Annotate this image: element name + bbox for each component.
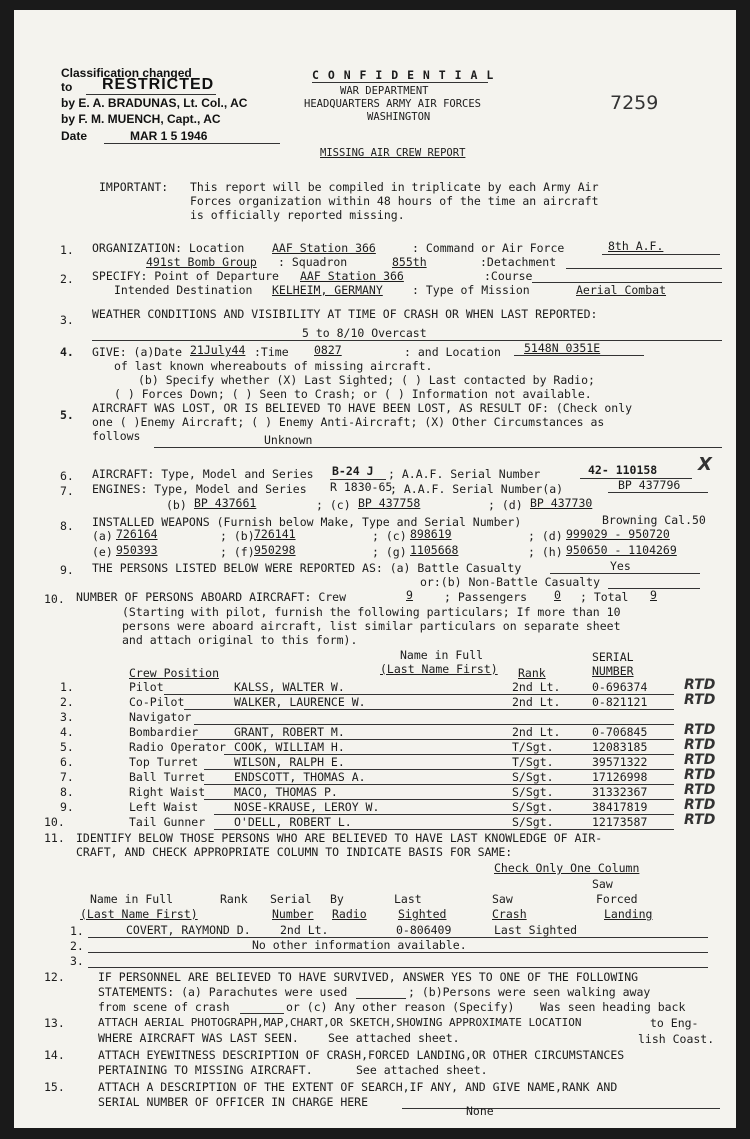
- crew-rank: 2nd Lt.: [512, 680, 561, 694]
- important-line-2: Forces organization within 48 hours of the time an aircraft: [190, 194, 599, 208]
- time-label: :Time: [254, 345, 289, 359]
- item-1-label: ORGANIZATION: Location: [92, 241, 245, 255]
- item-12-line-2b: ; (b)Persons were seen walking away: [408, 985, 651, 999]
- item-4-number: 4.: [60, 345, 74, 359]
- item-8-label: INSTALLED WEAPONS (Furnish below Make, Type and Serial Number): [92, 515, 522, 529]
- knowledge-header-name: Name in Full: [90, 892, 174, 906]
- item-12-line-2: STATEMENTS: (a) Parachutes were used: [98, 985, 348, 999]
- knowledge-header-forced: Forced: [596, 892, 638, 906]
- battle-casualty-value: Yes: [610, 559, 631, 573]
- item-10-number: 10.: [44, 592, 65, 606]
- item-14-line-1: ATTACH EYEWITNESS DESCRIPTION OF CRASH,FORCED LANDING,OR OTHER CIRCUMSTANCES: [98, 1048, 625, 1062]
- item-7-label: ENGINES: Type, Model and Series: [92, 482, 307, 496]
- crew-position: Ball Turret: [129, 770, 206, 784]
- crew-status-note: RTD: [684, 722, 716, 738]
- crew-row-number: 4.: [60, 725, 74, 739]
- coordinates-value: 5148N 0351E: [524, 341, 601, 355]
- crew-serial: 12173587: [592, 815, 648, 829]
- knowledge-serial: 0-806409: [396, 923, 452, 937]
- engine-d-label: ; (d): [488, 498, 523, 512]
- crew-row-number: 9.: [60, 800, 74, 814]
- survival-reason-line-1: Was seen heading back: [540, 1000, 686, 1014]
- item-13-line-1: ATTACH AERIAL PHOTOGRAPH,MAP,CHART,OR SKETCH,SHOWING APPROXIMATE LOCATION: [98, 1016, 582, 1029]
- crew-row-number: 5.: [60, 740, 74, 754]
- weapon-b-label: ; (b): [220, 529, 255, 543]
- crew-position: Bombardier: [129, 725, 199, 739]
- knowledge-note: No other information available.: [252, 938, 467, 952]
- crew-header-number: NUMBER: [592, 664, 634, 678]
- knowledge-row-number: 1.: [70, 924, 84, 938]
- crew-position: Radio Operator: [129, 740, 226, 754]
- crew-row: [14, 737, 736, 755]
- aircraft-serial-label: ; A.A.F. Serial Number: [388, 467, 541, 481]
- crew-row-number: 2.: [60, 695, 74, 709]
- item-9-label: THE PERSONS LISTED BELOW WERE REPORTED AS: (a) Battle Casualty: [92, 561, 522, 575]
- crew-name: COOK, WILLIAM H.: [234, 740, 345, 754]
- item-1-number: 1.: [60, 243, 74, 257]
- item-4-line-2: of last known whereabouts of missing aircraft.: [114, 359, 433, 373]
- crew-row-number: 3.: [60, 710, 74, 724]
- knowledge-header-by: By: [330, 892, 344, 906]
- engine-b-value: BP 437661: [194, 496, 257, 510]
- weapon-b-value: 726141: [254, 527, 296, 541]
- crew-name: NOSE-KRAUSE, LEROY W.: [234, 800, 380, 814]
- crew-row: [14, 782, 736, 800]
- crew-rank: T/Sgt.: [512, 755, 554, 769]
- crew-rank: T/Sgt.: [512, 740, 554, 754]
- stamp-line-3: by E. A. BRADUNAS, Lt. Col., AC: [61, 96, 248, 110]
- knowledge-header-last: Last: [394, 892, 422, 906]
- location-label: : and Location: [404, 345, 501, 359]
- crew-status-note: RTD: [684, 797, 716, 813]
- command-value: 8th A.F.: [608, 239, 664, 253]
- crew-header-name-order: (Last Name First): [380, 662, 498, 676]
- organization-location: AAF Station 366: [272, 241, 376, 255]
- item-12-number: 12.: [44, 970, 65, 984]
- item-2-number: 2.: [60, 272, 74, 286]
- item-13-number: 13.: [44, 1016, 65, 1030]
- crew-serial: 0-706845: [592, 725, 648, 739]
- item-14-line-2: PERTAINING TO MISSING AIRCRAFT.: [98, 1063, 313, 1077]
- crew-name: KALSS, WALTER W.: [234, 680, 345, 694]
- item-9-number: 9.: [60, 563, 74, 577]
- weapon-g-label: ; (g): [372, 545, 407, 559]
- report-title: MISSING AIR CREW REPORT: [320, 147, 466, 159]
- weapon-f-value: 950298: [254, 543, 296, 557]
- engine-model-value: R 1830-65: [330, 480, 393, 494]
- weapon-c-value: 898619: [410, 527, 452, 541]
- headquarters-line: HEADQUARTERS ARMY AIR FORCES: [304, 98, 482, 110]
- mission-type-label: : Type of Mission: [412, 283, 530, 297]
- knowledge-row-number: 3.: [70, 954, 84, 968]
- crew-row: [14, 677, 736, 695]
- crew-row-number: 7.: [60, 770, 74, 784]
- crew-header-position: Crew Position: [129, 666, 220, 680]
- item-10-line-3: persons were aboard aircraft, list similar particulars on separate sheet: [122, 619, 621, 633]
- stamp-line-4: by F. M. MUENCH, Capt., AC: [61, 112, 221, 126]
- knowledge-basis: Last Sighted: [494, 923, 578, 937]
- crew-row: [14, 752, 736, 770]
- important-label: IMPORTANT:: [99, 180, 169, 194]
- item-11-number: 11.: [44, 831, 65, 845]
- item-12-line-1: IF PERSONNEL ARE BELIEVED TO HAVE SURVIVED, ANSWER YES TO ONE OF THE FOLLOWING: [98, 970, 639, 984]
- weapon-c-label: ; (c): [372, 529, 407, 543]
- engine-b-label: (b): [166, 498, 187, 512]
- crew-position: Co-Pilot: [129, 695, 185, 709]
- crew-serial: 0-696374: [592, 680, 648, 694]
- engine-d-value: BP 437730: [530, 496, 593, 510]
- time-value: 0827: [314, 343, 342, 357]
- crew-row-number: 6.: [60, 755, 74, 769]
- squadron-label: : Squadron: [278, 255, 348, 269]
- city-line: WASHINGTON: [367, 111, 431, 123]
- non-battle-casualty-label: or:(b) Non-Battle Casualty: [420, 575, 601, 589]
- squadron-value: 855th: [392, 255, 427, 269]
- crew-position: Navigator: [129, 710, 192, 724]
- item-12-line-3: from scene of crash: [98, 1000, 230, 1014]
- crew-status-note: RTD: [684, 782, 716, 798]
- weapon-g-value: 1105668: [410, 543, 459, 557]
- item-14-number: 14.: [44, 1048, 65, 1062]
- item-15-answer: None: [466, 1104, 494, 1118]
- crew-row: [14, 812, 736, 830]
- weapon-h-label: ; (h): [528, 545, 563, 559]
- detachment-label: :Detachment: [480, 255, 557, 269]
- destination-label: Intended Destination: [114, 283, 253, 297]
- crew-status-note: RTD: [684, 752, 716, 768]
- knowledge-header-number: Number: [272, 907, 314, 921]
- crew-row-number: 8.: [60, 785, 74, 799]
- item-6-label: AIRCRAFT: Type, Model and Series: [92, 467, 314, 481]
- item-4-line-3: (b) Specify whether (X) Last Sighted; ( ) Last contacted by Radio;: [138, 373, 595, 387]
- item-11-line-2: CRAFT, AND CHECK APPROPRIATE COLUMN TO INDICATE BASIS FOR SAME:: [76, 845, 513, 859]
- crew-row-number: 1.: [60, 680, 74, 694]
- crew-status-note: RTD: [684, 677, 716, 693]
- crew-row: [14, 710, 736, 725]
- passengers-value: 0: [554, 588, 561, 602]
- aircraft-check-mark: X: [698, 454, 712, 475]
- important-line-1: This report will be compiled in triplicate by each Army Air: [190, 180, 599, 194]
- aircraft-type-value: B-24 J: [332, 464, 374, 478]
- item-10-line-4: and attach original to this form).: [122, 633, 358, 647]
- crew-name: WILSON, RALPH E.: [234, 755, 345, 769]
- engine-c-value: BP 437758: [358, 496, 421, 510]
- destination-value: KELHEIM, GERMANY: [272, 283, 383, 297]
- crew-count-value: 9: [406, 588, 413, 602]
- item-15-line-2: SERIAL NUMBER OF OFFICER IN CHARGE HERE: [98, 1095, 369, 1109]
- weapon-d-value: 999029 - 950720: [566, 527, 670, 541]
- weather-value: 5 to 8/10 Overcast: [302, 326, 427, 340]
- crew-row: [14, 767, 736, 785]
- weapon-e-label: (e): [92, 545, 113, 559]
- item-5-line-1: AIRCRAFT WAS LOST, OR IS BELIEVED TO HAVE BEEN LOST, AS RESULT OF: (Check only: [92, 401, 633, 415]
- knowledge-header-rank: Rank: [220, 892, 248, 906]
- engine-serial-label: ; A.A.F. Serial Number(a): [390, 482, 564, 496]
- stamp-date: MAR 1 5 1946: [130, 129, 208, 143]
- engine-c-label: ; (c): [316, 498, 351, 512]
- weapon-h-value: 950650 - 1104269: [566, 543, 677, 557]
- crew-serial: 0-821121: [592, 695, 648, 709]
- circumstances-value: Unknown: [264, 433, 313, 447]
- crew-serial: 39571322: [592, 755, 648, 769]
- item-5-number: 5.: [60, 408, 74, 422]
- crew-position: Pilot: [129, 680, 164, 694]
- crew-row: [14, 722, 736, 740]
- item-5-line-3: follows: [92, 429, 141, 443]
- total-value: 9: [650, 588, 657, 602]
- document-number: 7259: [610, 92, 659, 114]
- crew-name: GRANT, ROBERT M.: [234, 725, 345, 739]
- crew-row: [14, 797, 736, 815]
- crew-rank: 2nd Lt.: [512, 695, 561, 709]
- item-4-line-4: ( ) Forces Down; ( ) Seen to Crash; or ( ) Information not available.: [114, 387, 592, 401]
- knowledge-header-name-order: (Last Name First): [80, 907, 198, 921]
- item-3-label: WEATHER CONDITIONS AND VISIBILITY AT TIME OF CRASH OR WHEN LAST REPORTED:: [92, 307, 598, 321]
- knowledge-header-crash: Crash: [492, 907, 527, 921]
- item-15-number: 15.: [44, 1080, 65, 1094]
- crew-rank: S/Sgt.: [512, 815, 554, 829]
- item-12-line-3b: or (c) Any other reason (Specify): [286, 1000, 515, 1014]
- knowledge-row-number: 2.: [70, 939, 84, 953]
- department-line: WAR DEPARTMENT: [340, 85, 429, 97]
- knowledge-header-saw-2: Saw: [592, 877, 613, 891]
- crew-position: Top Turret: [129, 755, 199, 769]
- crew-status-note: RTD: [684, 737, 716, 753]
- weapon-e-value: 950393: [116, 543, 158, 557]
- stamp-prefix: to: [61, 80, 73, 94]
- crew-name: ENDSCOTT, THOMAS A.: [234, 770, 366, 784]
- knowledge-rank: 2nd Lt.: [280, 923, 329, 937]
- knowledge-header-serial: Serial: [270, 892, 312, 906]
- crew-name: MACO, THOMAS P.: [234, 785, 338, 799]
- item-4-label: GIVE: (a)Date: [92, 345, 183, 359]
- aircraft-serial-value: 42- 110158: [588, 463, 658, 477]
- crew-header-serial: SERIAL: [592, 650, 634, 664]
- crew-row: [14, 692, 736, 710]
- crew-row-number: 10.: [44, 815, 65, 829]
- weapon-make-value: Browning Cal.50: [602, 513, 706, 527]
- course-label: :Course: [484, 269, 533, 283]
- check-one-column-label: Check Only One Column: [494, 861, 640, 875]
- stamp-date-label: Date: [61, 129, 88, 143]
- crew-header-rank: Rank: [518, 666, 546, 680]
- weapon-f-label: ; (f): [220, 545, 255, 559]
- departure-value: AAF Station 366: [300, 269, 404, 283]
- engine-a-value: BP 437796: [618, 478, 681, 492]
- crew-status-note: RTD: [684, 692, 716, 708]
- crew-header-name: Name in Full: [400, 648, 484, 662]
- crew-serial: 38417819: [592, 800, 648, 814]
- passengers-label: ; Passengers: [444, 590, 528, 604]
- knowledge-header-sighted: Sighted: [398, 907, 447, 921]
- crew-rank: 2nd Lt.: [512, 725, 561, 739]
- crew-rank: S/Sgt.: [512, 770, 554, 784]
- item-15-line-1: ATTACH A DESCRIPTION OF THE EXTENT OF SEARCH,IF ANY, AND GIVE NAME,RANK AND: [98, 1080, 618, 1094]
- survival-reason-line-2: to Eng-: [650, 1016, 699, 1030]
- crew-position: Tail Gunner: [129, 815, 206, 829]
- report-sheet: [14, 10, 736, 1128]
- item-13-line-2: WHERE AIRCRAFT WAS LAST SEEN.: [98, 1031, 299, 1045]
- item-1-command-label: : Command or Air Force: [412, 241, 565, 255]
- crew-status-note: RTD: [684, 767, 716, 783]
- date-value: 21July44: [190, 343, 246, 357]
- crew-status-note: RTD: [684, 812, 716, 828]
- weapon-a-value: 726164: [116, 527, 158, 541]
- crew-rank: S/Sgt.: [512, 785, 554, 799]
- stamp-restricted: RESTRICTED: [102, 76, 215, 93]
- crew-serial: 17126998: [592, 770, 648, 784]
- weapon-a-label: (a): [92, 529, 113, 543]
- item-7-number: 7.: [60, 484, 74, 498]
- item-3-number: 3.: [60, 313, 74, 327]
- crew-position: Right Waist: [129, 785, 206, 799]
- item-8-number: 8.: [60, 519, 74, 533]
- item-2-label: SPECIFY: Point of Departure: [92, 269, 279, 283]
- item-14-answer: See attached sheet.: [356, 1063, 488, 1077]
- crew-name: O'DELL, ROBERT L.: [234, 815, 352, 829]
- knowledge-name: COVERT, RAYMOND D.: [126, 923, 251, 937]
- item-11-line-1: IDENTIFY BELOW THOSE PERSONS WHO ARE BELIEVED TO HAVE LAST KNOWLEDGE OF AIR-: [76, 831, 603, 845]
- group-value: 491st Bomb Group: [146, 255, 257, 269]
- important-line-3: is officially reported missing.: [190, 208, 405, 222]
- crew-rank: S/Sgt.: [512, 800, 554, 814]
- item-5-line-2: one ( )Enemy Aircraft; ( ) Enemy Anti-Aircraft; (X) Other Circumstances as: [92, 415, 605, 429]
- knowledge-header-landing: Landing: [604, 907, 653, 921]
- mission-type-value: Aerial Combat: [576, 283, 667, 297]
- crew-position: Left Waist: [129, 800, 199, 814]
- knowledge-header-radio: Radio: [332, 907, 367, 921]
- confidential-header: C O N F I D E N T I A L: [312, 68, 495, 82]
- weapon-d-label: ; (d): [528, 529, 563, 543]
- total-label: ; Total: [580, 590, 629, 604]
- survival-reason-line-3: lish Coast.: [638, 1032, 715, 1046]
- item-10-line-2: (Starting with pilot, furnish the following particulars; If more than 10: [122, 605, 621, 619]
- crew-serial: 12083185: [592, 740, 648, 754]
- item-13-answer: See attached sheet.: [328, 1031, 460, 1045]
- crew-serial: 31332367: [592, 785, 648, 799]
- item-10-label: NUMBER OF PERSONS ABOARD AIRCRAFT: Crew: [76, 590, 347, 604]
- knowledge-header-saw: Saw: [492, 892, 513, 906]
- stamp-line-1: Classification changed: [61, 66, 192, 80]
- crew-name: WALKER, LAURENCE W.: [234, 695, 366, 709]
- item-6-number: 6.: [60, 469, 74, 483]
